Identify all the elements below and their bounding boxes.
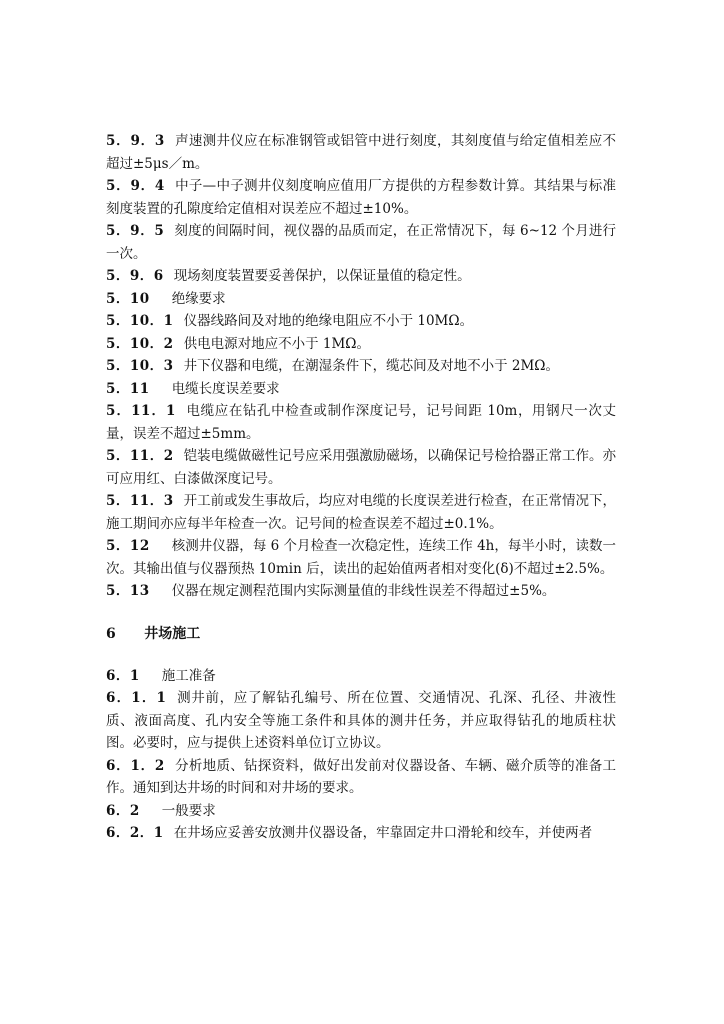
clause-number: 5．11．3 — [106, 493, 174, 509]
clause-number: 5．9．6 — [106, 268, 164, 284]
paragraph-5-9-3 — [106, 130, 616, 175]
paragraph-5-11-1 — [106, 400, 616, 445]
clause-number: 5．13 — [106, 583, 150, 599]
paragraph-5-10-1 — [106, 310, 616, 333]
clause-text: 施工准备 — [161, 667, 216, 684]
clause-text: 声速测井仪应在标准钢管或铝管中进行刻度，其刻度值与给定值相差应不超过±5μs／m。 — [106, 133, 616, 172]
clause-number: 5．10．2 — [106, 335, 174, 352]
clause-number: 5．10 — [106, 290, 150, 307]
paragraph-6-1-1 — [106, 687, 616, 755]
clause-text: 中子—中子测井仪刻度响应值用厂方提供的方程参数计算。其结果与标准刻度装置的孔隙度给定值相对误差应不超过±10%。 — [106, 178, 616, 217]
clause-text: 仪器线路间及对地的绝缘电阻应不小于 10MΩ。 — [183, 313, 474, 329]
clause-text: 铠装电缆做磁性记号应采用强激励磁场，以确保记号检拾器正常工作。亦可应用红、白漆做深度记号。 — [106, 448, 616, 487]
clause-number: 5．11．1 — [106, 403, 176, 419]
paragraph-6-1-2 — [106, 755, 616, 800]
paragraph-5-9-6 — [106, 265, 616, 288]
clause-number: 6．1 — [106, 667, 140, 684]
paragraph-5-11-3 — [106, 490, 616, 535]
paragraphs-after — [106, 665, 616, 845]
clause-text: 绝缘要求 — [171, 290, 226, 307]
clause-number: 6．1．1 — [106, 690, 167, 706]
clause-number: 5．9．3 — [106, 133, 165, 149]
clause-text: 测井前，应了解钻孔编号、所在位置、交通情况、孔深、孔径、井液性质、液面高度、孔内安全等施工条件和具体的测井任务，并应取得钻孔的地质柱状图。必要时，应与提供上述资料单位订立协议。 — [106, 690, 616, 751]
clause-number: 6．2 — [106, 802, 140, 819]
paragraph-5-10-3 — [106, 355, 616, 378]
clause-text: 现场刻度装置要妥善保护，以保证量值的稳定性。 — [173, 268, 471, 284]
section-heading — [106, 623, 616, 645]
paragraph-5-9-5 — [106, 220, 616, 265]
heading-6-2 — [106, 800, 616, 823]
clause-text: 开工前或发生事故后，均应对电缆的长度误差进行检查，在正常情况下，施工期间亦应每半年检查一次。记号间的检查误差不超过±0.1%。 — [106, 493, 616, 532]
paragraph-5-11-2 — [106, 445, 616, 490]
document-body — [106, 130, 616, 845]
clause-number: 6．1．2 — [106, 757, 165, 774]
clause-text: 核测井仪器，每 6 个月检查一次稳定性，连续工作 4h，每半小时，读数一次。其输出值与仪器预热 10min 后，读出的起始值两者相对变化(δ)不超过±2.5%。 — [106, 538, 616, 577]
clause-number: 5．11 — [106, 380, 150, 397]
clause-number: 5．10．3 — [106, 358, 174, 374]
heading-6-1 — [106, 665, 616, 688]
clause-number: 5．10．1 — [106, 313, 174, 329]
section-title: 井场施工 — [144, 625, 201, 642]
clause-number: 5．9．4 — [106, 178, 165, 194]
clause-text: 电缆应在钻孔中检查或制作深度记号，记号间距 10m，用钢尺一次丈量，误差不超过±5mm。 — [106, 403, 616, 442]
paragraph-5-10-2 — [106, 333, 616, 356]
section-number: 6 — [106, 625, 117, 642]
paragraph-5-9-4 — [106, 175, 616, 220]
paragraphs-before — [106, 130, 616, 603]
paragraph-6-2-1 — [106, 822, 616, 845]
heading-5-11 — [106, 378, 616, 401]
clause-number: 6．2．1 — [106, 825, 164, 841]
clause-text: 电缆长度误差要求 — [171, 380, 280, 397]
paragraph-5-13 — [106, 580, 616, 603]
clause-number: 5．11．2 — [106, 448, 174, 464]
clause-text: 仪器在规定测程范围内实际测量值的非线性误差不得超过±5%。 — [171, 583, 556, 599]
clause-text: 分析地质、钻探资料，做好出发前对仪器设备、车辆、磁介质等的准备工作。通知到达井场的时间和对井场的要求。 — [106, 757, 616, 796]
clause-text: 井下仪器和电缆，在潮湿条件下，缆芯间及对地不小于 2MΩ。 — [183, 358, 559, 374]
clause-number: 5．9．5 — [106, 223, 165, 239]
clause-text: 一般要求 — [161, 802, 216, 819]
clause-text: 供电电源对地应不小于 1MΩ。 — [183, 335, 370, 352]
clause-text: 在井场应妥善安放测井仪器设备，牢靠固定井口滑轮和绞车，并使两者 — [173, 825, 593, 841]
heading-5-10 — [106, 288, 616, 311]
clause-text: 刻度的间隔时间，视仪器的品质而定，在正常情况下，每 6~12 个月进行一次。 — [106, 223, 616, 262]
paragraph-5-12 — [106, 535, 616, 580]
clause-number: 5．12 — [106, 538, 150, 554]
